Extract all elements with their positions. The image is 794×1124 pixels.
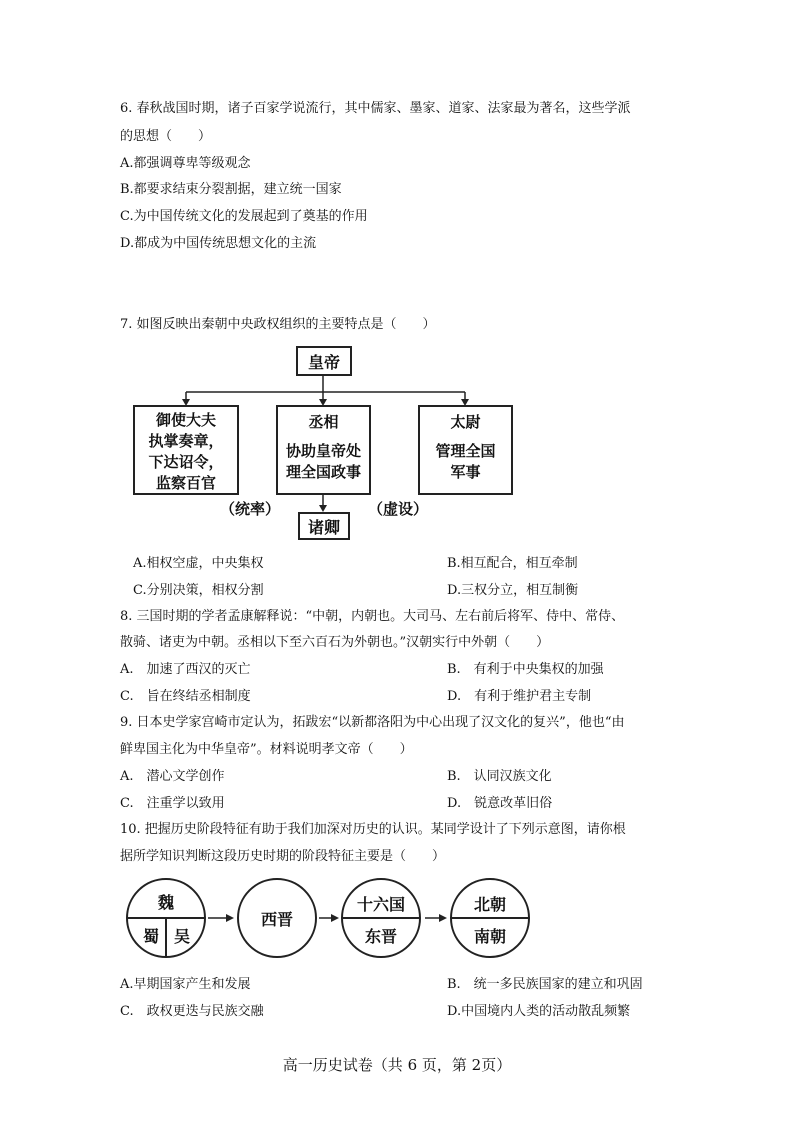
q8-option-c: C. 旨在终结丞相制度 xyxy=(120,689,251,704)
q7-commander-line2: 军事 xyxy=(450,463,481,481)
q7-note-lead: （统率） xyxy=(220,500,281,518)
q9-stem-line1: 9. 日本史学家宫崎市定认为，拓跋宏“以新都洛阳为中心出现了汉文化的复兴”，他也“由 xyxy=(120,715,625,730)
q9-option-a: A. 潜心文学创作 xyxy=(120,769,225,784)
q10-option-b: B. 统一多民族国家的建立和巩固 xyxy=(447,977,643,992)
q10-shu-label: 蜀 xyxy=(142,927,159,946)
q8-option-a: A. 加速了西汉的灭亡 xyxy=(120,662,251,677)
q7-chancellor-line2: 理全国政事 xyxy=(285,463,361,481)
q6-stem-line1: 6. 春秋战国时期，诸子百家学说流行，其中儒家、墨家、道家、法家最为著名，这些学派 xyxy=(120,101,631,116)
q10-option-c: C. 政权更迭与民族交融 xyxy=(120,1004,264,1019)
q10-sixteen-kingdoms-label: 十六国 xyxy=(356,895,405,914)
q10-northern-dynasties-label: 北朝 xyxy=(473,895,506,914)
q10-southern-dynasties-label: 南朝 xyxy=(473,927,506,946)
q10-eastern-jin-label: 东晋 xyxy=(364,927,397,946)
q7-option-c: C.分别决策，相权分割 xyxy=(133,583,264,598)
q7-option-a: A.相权空虚，中央集权 xyxy=(133,556,264,571)
q9-option-b: B. 认同汉族文化 xyxy=(447,769,552,784)
q7-chancellor-line1: 协助皇帝处 xyxy=(285,442,361,460)
q7-emperor-box: 皇帝 xyxy=(296,346,352,376)
q7-chancellor-title: 丞相 xyxy=(308,413,339,431)
q7-censor-title: 御使大夫 xyxy=(155,411,216,429)
page-footer: 高一历史试卷（共 6 页，第 2页） xyxy=(282,1056,512,1074)
q10-option-d: D.中国境内人类的活动散乱频繁 xyxy=(447,1004,631,1019)
q9-option-c: C. 注重学以致用 xyxy=(120,796,225,811)
q7-ministers-box: 诸卿 xyxy=(298,512,350,540)
q6-stem-line2: 的思想（ ） xyxy=(120,129,212,144)
q7-option-d: D.三权分立，相互制衡 xyxy=(447,583,579,598)
q10-option-a: A.早期国家产生和发展 xyxy=(120,977,251,992)
q6-option-c: C.为中国传统文化的发展起到了奠基的作用 xyxy=(120,209,368,224)
q9-option-d: D. 锐意改革旧俗 xyxy=(447,796,553,811)
q6-option-a: A.都强调尊卑等级观念 xyxy=(120,156,251,171)
q8-option-d: D. 有利于维护君主专制 xyxy=(447,689,592,704)
q10-wei-label: 魏 xyxy=(157,893,174,912)
q10-stem-line1: 10. 把握历史阶段特征有助于我们加深对历史的认识。某同学设计了下列示意图，请你根 xyxy=(120,822,626,837)
q6-option-b: B.都要求结束分裂割据，建立统一国家 xyxy=(120,182,342,197)
q7-censor-line3: 监察百官 xyxy=(155,474,216,492)
q10-stem-line2: 据所学知识判断这段历史时期的阶段特征主要是（ ） xyxy=(120,849,446,864)
q10-wu-label: 吴 xyxy=(173,927,190,946)
q7-censor-line2: 下达诏令， xyxy=(148,453,224,471)
q8-option-b: B. 有利于中央集权的加强 xyxy=(447,662,604,677)
q7-note-nominal: （虚设） xyxy=(368,500,429,518)
q7-option-b: B.相互配合，相互牵制 xyxy=(447,556,578,571)
q8-stem-line1: 8. 三国时期的学者孟康解释说：“中朝，内朝也。大司马、左右前后将军、侍中、常侍、 xyxy=(120,609,625,624)
q6-option-d: D.都成为中国传统思想文化的主流 xyxy=(120,236,317,251)
q10-western-jin-label: 西晋 xyxy=(260,910,293,929)
q7-stem: 7. 如图反映出秦朝中央政权组织的主要特点是（ ） xyxy=(120,317,436,332)
q7-censor-line1: 执掌奏章， xyxy=(148,432,224,450)
q7-commander-line1: 管理全国 xyxy=(435,442,496,460)
q7-commander-title: 太尉 xyxy=(450,413,481,431)
q9-stem-line2: 鲜卑国主化为中华皇帝”。材料说明孝文帝（ ） xyxy=(120,742,413,757)
q8-stem-line2: 散骑、诸吏为中朝。丞相以下至六百石为外朝也。”汉朝实行中外朝（ ） xyxy=(120,635,550,650)
